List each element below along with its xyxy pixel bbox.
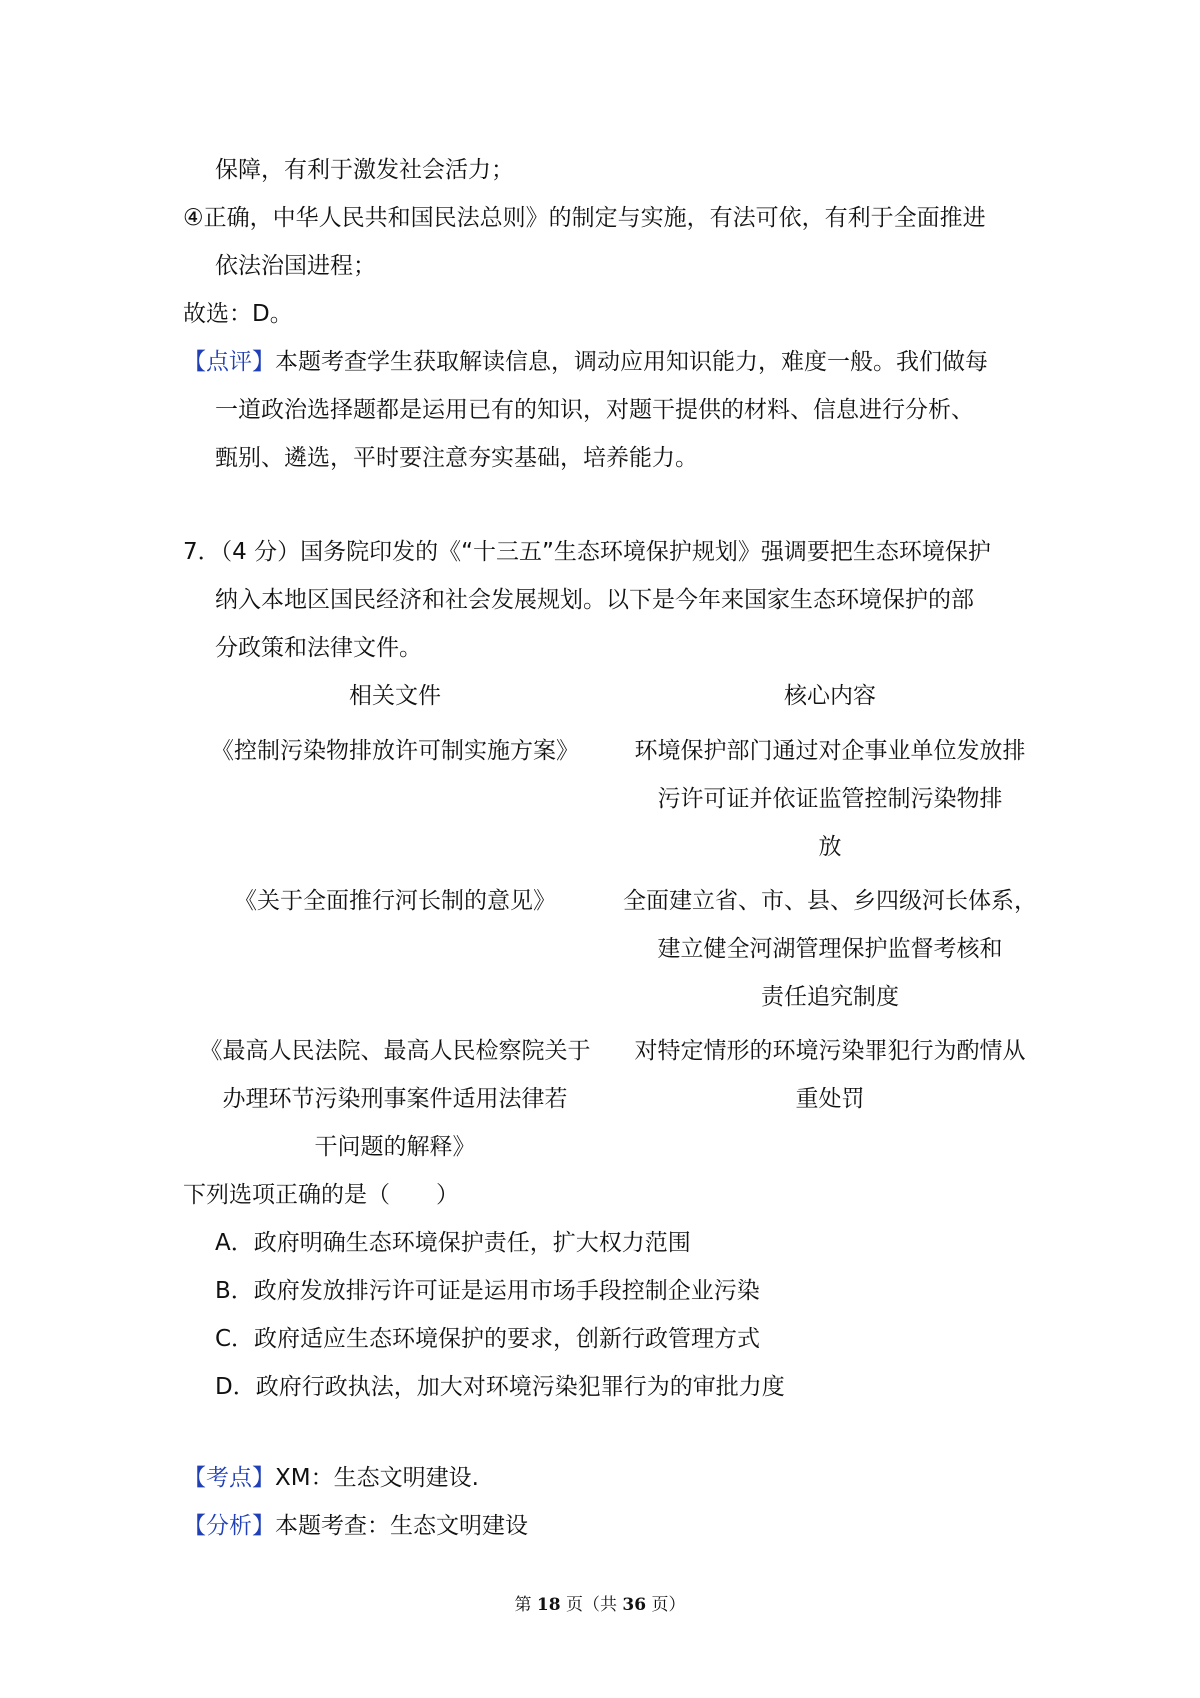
- option-d: D．政府行政执法，加大对环境污染犯罪行为的审批力度: [215, 1374, 785, 1400]
- text-line: 保障，有利于激发社会活力；: [215, 157, 514, 183]
- option-a: A．政府明确生态环境保护责任，扩大权力范围: [215, 1230, 691, 1256]
- table-cell: 《最高人民法院、最高人民检察院关于: [199, 1038, 591, 1064]
- table-cell: 《控制污染物排放许可制实施方案》: [211, 738, 579, 764]
- kaodian-line: [183, 1463, 479, 1493]
- table-header: 相关文件: [349, 683, 441, 709]
- table-cell: 环境保护部门通过对企事业单位发放排: [634, 738, 1026, 764]
- text-line: 依法治国进程；: [215, 253, 376, 279]
- text-line: 一道政治选择题都是运用已有的知识，对题干提供的材料、信息进行分析、: [215, 397, 974, 423]
- footer-total-pages: 36: [622, 1595, 647, 1615]
- footer-prefix: 第: [514, 1595, 537, 1615]
- table-cell: 干问题的解释》: [314, 1134, 476, 1160]
- page-footer: [0, 1593, 1200, 1617]
- table-header: 核心内容: [784, 683, 876, 709]
- question-line: 分政策和法律文件。: [215, 635, 422, 661]
- table-cell: 全面建立省、市、县、乡四级河长体系，: [623, 888, 1037, 914]
- comment-tag: 【点评】: [183, 349, 275, 375]
- table-cell: 重处罚: [795, 1086, 865, 1112]
- answer-line: 故选：D。: [183, 301, 293, 327]
- fenxi-text: 本题考查：生态文明建设: [275, 1513, 528, 1539]
- footer-suffix: 页）: [646, 1595, 686, 1615]
- table-cell: 污许可证并依证监管控制污染物排: [657, 786, 1003, 812]
- comment-text: 本题考查学生获取解读信息，调动应用知识能力，难度一般。我们做每: [275, 349, 988, 375]
- table-cell: 建立健全河湖管理保护监督考核和: [657, 936, 1003, 962]
- option-b: B．政府发放排污许可证是运用市场手段控制企业污染: [215, 1278, 760, 1304]
- text-line: ④正确，中华人民共和国民法总则》的制定与实施，有法可依，有利于全面推进: [183, 205, 986, 231]
- text-line: 甄别、遴选，平时要注意夯实基础，培养能力。: [215, 445, 698, 471]
- table-cell: 《关于全面推行河长制的意见》: [234, 888, 556, 914]
- kaodian-tag: 【考点】: [183, 1465, 275, 1491]
- table-cell: 办理环节污染刑事案件适用法律若: [222, 1086, 568, 1112]
- footer-page-number: 18: [536, 1595, 561, 1615]
- kaodian-text: XM：生态文明建设.: [275, 1465, 479, 1491]
- question-line: 7．（4 分）国务院印发的《“十三五”生态环境保护规划》强调要把生态环境保护: [183, 539, 991, 565]
- fenxi-tag: 【分析】: [183, 1513, 275, 1539]
- table-cell: 放: [818, 834, 842, 860]
- table-cell: 责任追究制度: [761, 984, 899, 1010]
- question-line: 纳入本地区国民经济和社会发展规划。以下是今年来国家生态环境保护的部: [215, 587, 974, 613]
- table-cell: 对特定情形的环境污染罪犯行为酌情从: [634, 1038, 1026, 1064]
- fenxi-line: [183, 1511, 528, 1541]
- comment-line: [183, 347, 988, 377]
- question-prompt: 下列选项正确的是（ ）: [183, 1182, 459, 1208]
- footer-middle: 页（共: [560, 1595, 623, 1615]
- option-c: C．政府适应生态环境保护的要求，创新行政管理方式: [215, 1326, 761, 1352]
